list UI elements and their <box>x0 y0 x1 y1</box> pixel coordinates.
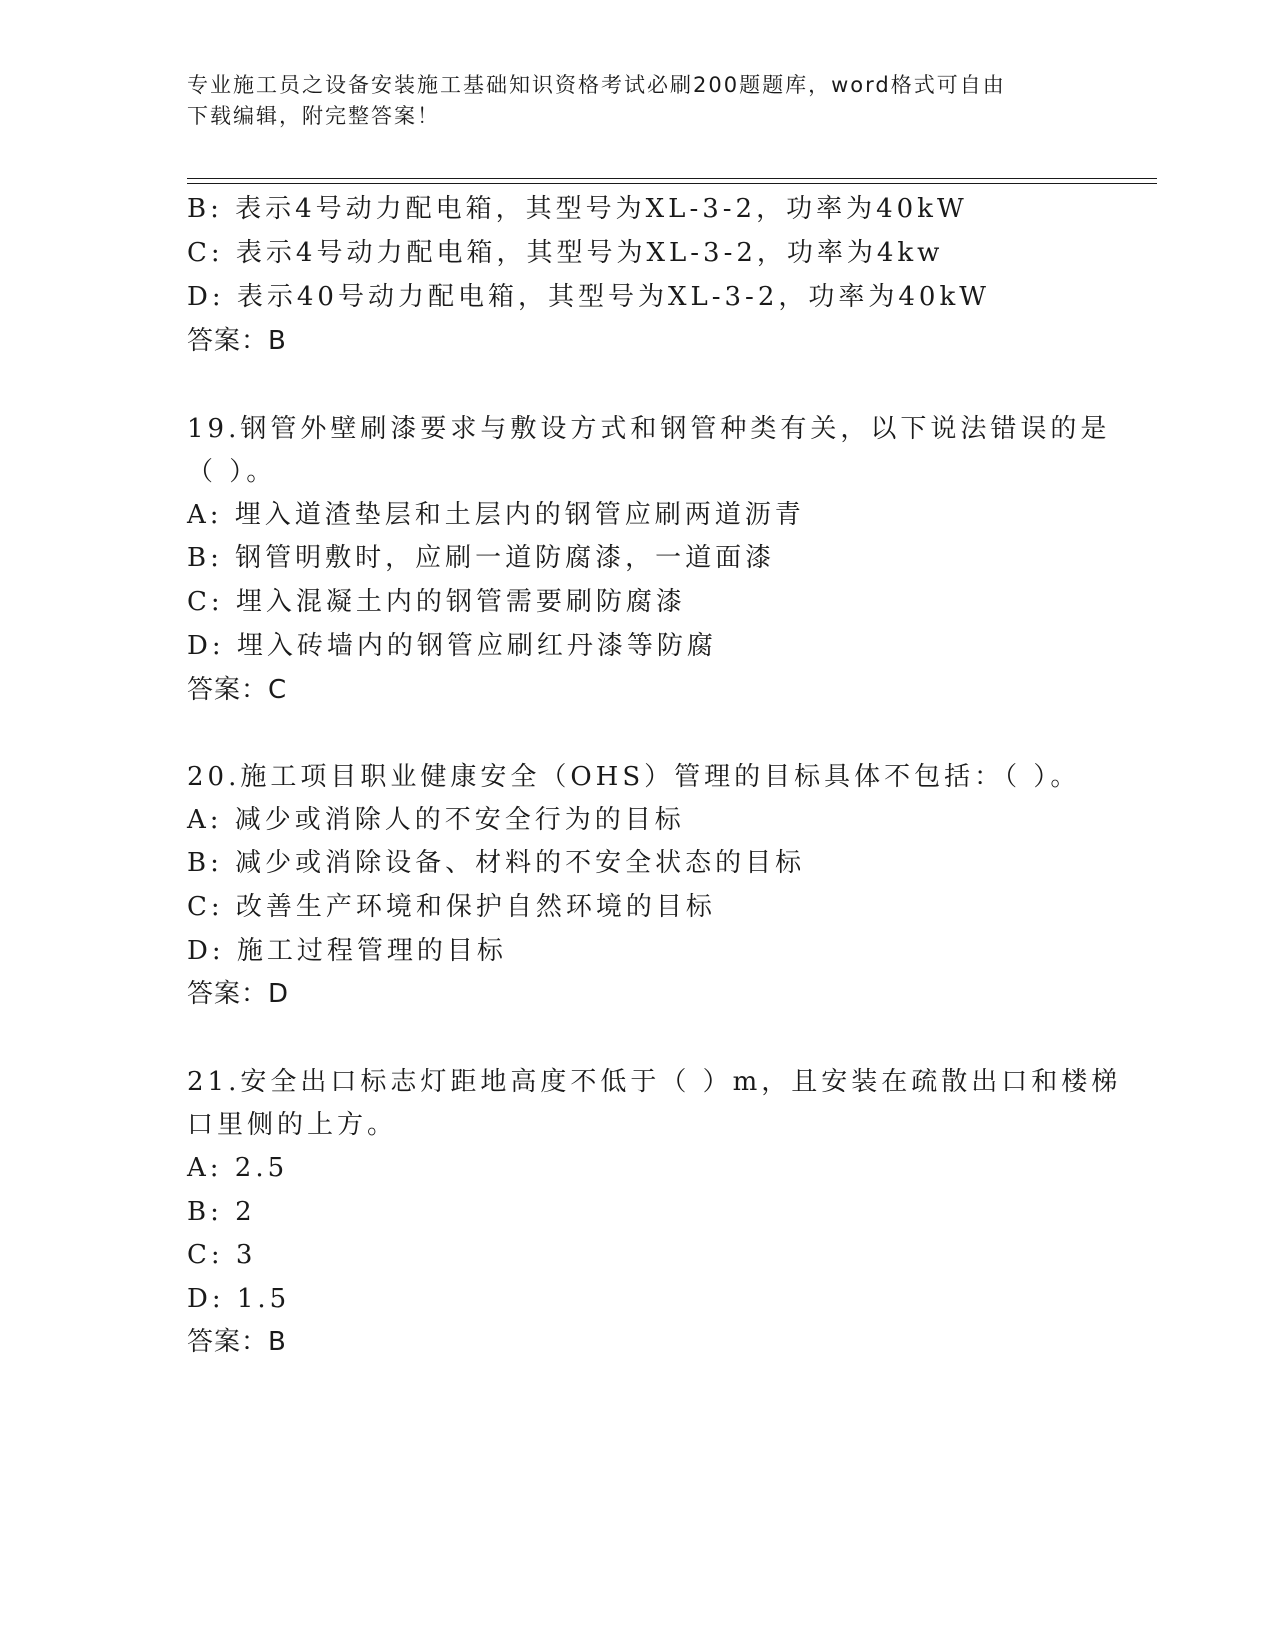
header-divider-bottom <box>187 183 1157 184</box>
q19-option-a: A: 埋入道渣垫层和土层内的钢管应刷两道沥青 <box>187 500 805 530</box>
q18-option-d: D: 表示40号动力配电箱，其型号为XL-3-2，功率为40kW <box>187 282 990 312</box>
q19-option-d: D: 埋入砖墙内的钢管应刷红丹漆等防腐 <box>187 631 717 661</box>
q19-option-b: B: 钢管明敷时，应刷一道防腐漆，一道面漆 <box>187 543 776 573</box>
q20-option-b: B: 减少或消除设备、材料的不安全状态的目标 <box>187 848 806 878</box>
q19-answer: 答案：C <box>187 675 288 705</box>
q21-answer: 答案：B <box>187 1327 287 1357</box>
q21-option-a: A: 2.5 <box>187 1153 289 1183</box>
q20-stem-line-1: 20.施工项目职业健康安全（OHS）管理的目标具体不包括：（ ）。 <box>187 762 1081 792</box>
q20-option-c: C: 改善生产环境和保护自然环境的目标 <box>187 892 716 922</box>
header-divider-top <box>187 178 1157 179</box>
q20-option-d: D: 施工过程管理的目标 <box>187 936 507 966</box>
q21-option-c: C: 3 <box>187 1240 257 1270</box>
q19-option-c: C: 埋入混凝土内的钢管需要刷防腐漆 <box>187 587 686 617</box>
q18-option-c: C: 表示4号动力配电箱，其型号为XL-3-2，功率为4kw <box>187 238 944 268</box>
q21-stem-line-1: 21.安全出口标志灯距地高度不低于（ ）m，且安装在疏散出口和楼梯 <box>187 1067 1122 1097</box>
q19-stem-line-2: （ ）。 <box>187 457 277 487</box>
q18-answer: 答案：B <box>187 326 287 356</box>
header-title-line-2: 下载编辑，附完整答案！ <box>187 104 440 128</box>
document-header <box>187 70 1087 132</box>
q20-answer: 答案：D <box>187 979 290 1009</box>
q19-stem-line-1: 19.钢管外壁刷漆要求与敷设方式和钢管种类有关，以下说法错误的是 <box>187 414 1111 444</box>
q21-stem-line-2: 口里侧的上方。 <box>187 1110 398 1140</box>
header-title-line-1: 专业施工员之设备安装施工基础知识资格考试必刷200题题库，word格式可自由 <box>187 73 1006 97</box>
q20-option-a: A: 减少或消除人的不安全行为的目标 <box>187 805 685 835</box>
q21-option-b: B: 2 <box>187 1197 256 1227</box>
q18-option-b: B: 表示4号动力配电箱，其型号为XL-3-2，功率为40kW <box>187 194 968 224</box>
q21-option-d: D: 1.5 <box>187 1284 291 1314</box>
